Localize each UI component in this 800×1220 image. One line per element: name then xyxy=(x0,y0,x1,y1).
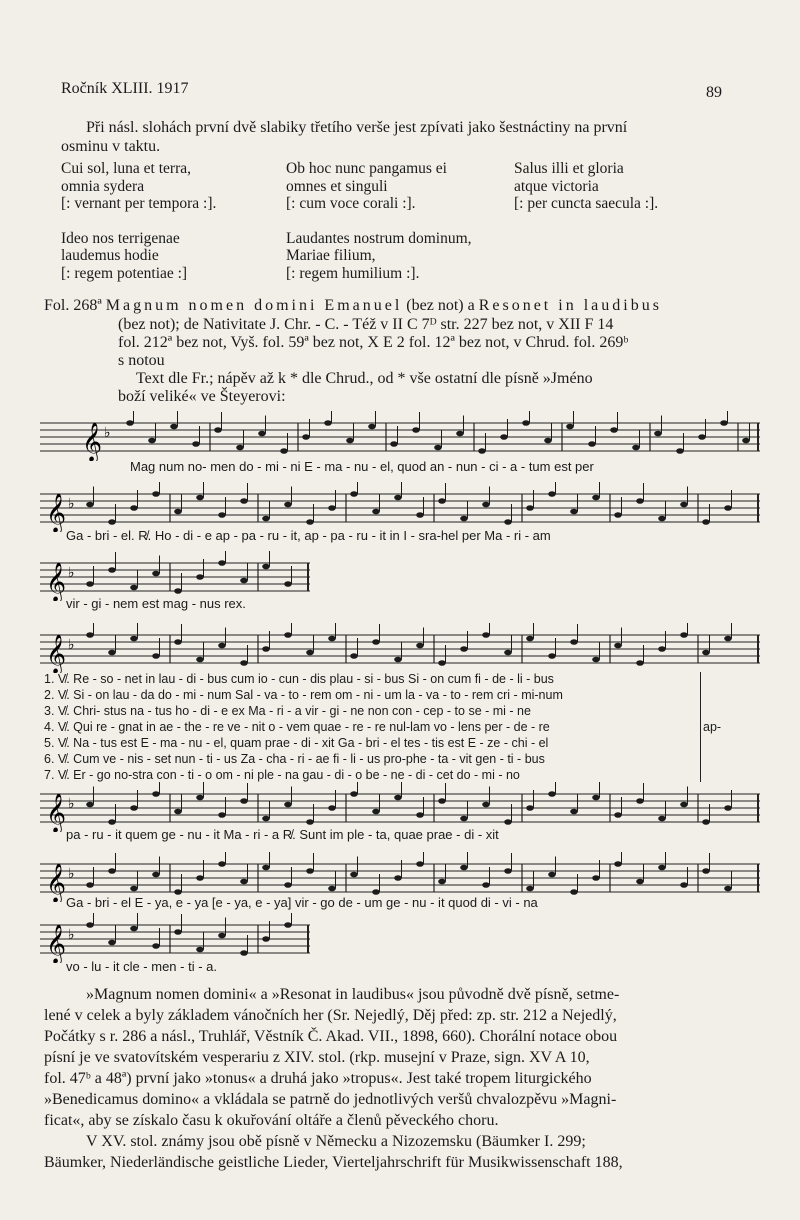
flat-icon: ♭ xyxy=(104,426,111,441)
note-head xyxy=(372,889,380,895)
fol-line-5: Text dle Fr.; nápěv až k * dle Chrud., od * vše ostatní dle písně »Jméno xyxy=(136,370,593,387)
note-head xyxy=(614,861,622,867)
note-head xyxy=(460,865,468,871)
staff-svg xyxy=(40,913,310,963)
verse-brace-text: ap- xyxy=(703,720,722,734)
note-head xyxy=(724,886,732,892)
verse-brace xyxy=(697,672,701,782)
staff-svg xyxy=(40,623,760,673)
note-head xyxy=(482,502,490,508)
note-head xyxy=(544,438,552,444)
note-head xyxy=(702,819,710,825)
note-head xyxy=(478,448,486,454)
note-head xyxy=(724,636,732,642)
treble-clef-icon: 𝄞 xyxy=(46,493,67,532)
note-head xyxy=(372,639,380,645)
note-head xyxy=(108,940,116,946)
note-head xyxy=(698,434,706,440)
note-head xyxy=(174,929,182,935)
fol-title-1: Magnum nomen domini Emanuel xyxy=(105,297,403,314)
note-head xyxy=(526,886,534,892)
note-head xyxy=(328,636,336,642)
flat-icon: ♭ xyxy=(68,638,75,653)
note-head xyxy=(676,448,684,454)
verse-row-3: 3. V̸. Chri- stus na - tus ho - di - e ex Ma - ri - a vir - gi - ne non con - cep - to se - mi - ne xyxy=(44,704,531,718)
note-head xyxy=(654,431,662,437)
note-head xyxy=(262,865,270,871)
stanza-line: atque victoria xyxy=(514,177,599,195)
note-head xyxy=(130,926,138,932)
note-head xyxy=(152,571,160,577)
note-head xyxy=(174,889,182,895)
note-head xyxy=(614,812,622,818)
staff-svg xyxy=(40,482,760,532)
note-head xyxy=(108,819,116,825)
note-head xyxy=(240,950,248,956)
note-head xyxy=(196,947,204,953)
note-head xyxy=(504,650,512,656)
flat-icon: ♭ xyxy=(68,867,75,882)
stanza-gap xyxy=(286,213,472,230)
stanza-line: Ideo nos terrigenae xyxy=(61,229,180,247)
note-head xyxy=(720,420,728,426)
staff-system-2 xyxy=(40,482,760,532)
note-head xyxy=(680,802,688,808)
note-head xyxy=(702,519,710,525)
note-head xyxy=(592,795,600,801)
note-head xyxy=(438,798,446,804)
stanza-col-3 xyxy=(514,160,658,213)
note-head xyxy=(636,498,644,504)
note-head xyxy=(504,819,512,825)
stanza-line: Ob hoc nunc pangamus ei xyxy=(286,160,447,177)
note-head xyxy=(130,886,138,892)
stanza-line: Laudantes nostrum dominum, xyxy=(286,229,472,247)
bottom-line: lené v celek a byly základem vánočních her (Sr. Nejedlý, Děj před: zp. str. 212 a Nejedlý, xyxy=(44,1007,617,1024)
bottom-line: »Benedicamus domino« a vkládala se patrně do jednotlivých veršů chvalozpěvu »Magni- xyxy=(44,1091,617,1108)
verse-row-7: 7. V̸. Er - go no-stra con - ti - o om - ni ple - na gau - di - o be - ne - di - cet do - mi - no xyxy=(44,768,520,782)
note-head xyxy=(328,805,336,811)
lyrics-system-1: Mag num no- men do - mi - ni E - ma - nu - el, quod an - nun - ci - a - tum est per xyxy=(130,459,594,474)
note-head xyxy=(130,505,138,511)
note-head xyxy=(218,560,226,566)
stanza-line: omnes et singuli xyxy=(286,177,388,195)
note-head xyxy=(262,816,270,822)
note-head xyxy=(86,581,94,587)
note-head xyxy=(368,424,376,430)
note-head xyxy=(394,875,402,881)
note-head xyxy=(566,424,574,430)
note-head xyxy=(460,516,468,522)
note-head xyxy=(500,434,508,440)
note-head xyxy=(174,639,182,645)
note-head xyxy=(416,861,424,867)
note-head xyxy=(262,564,270,570)
verse-row-1: 1. V̸. Re - so - net in lau - di - bus cum io - cun - dis plau - si - bus Si - on cum fi - de - li - bus xyxy=(44,672,554,686)
note-head xyxy=(346,438,354,444)
note-head xyxy=(636,879,644,885)
bottom-line: písní je ve svatovítském vesperariu z XIV. stol. (rkp. musejní v Praze, sign. XV A 10, xyxy=(44,1049,590,1066)
lyrics-system-5: pa - ru - it quem ge - nu - it Ma - ri - a R̸. Sunt im ple - ta, quae prae - di - xit xyxy=(66,827,499,842)
note-head xyxy=(152,491,160,497)
note-head xyxy=(570,509,578,515)
note-head xyxy=(284,802,292,808)
note-head xyxy=(126,420,134,426)
staff-system-1 xyxy=(40,411,760,461)
note-head xyxy=(86,632,94,638)
note-head xyxy=(724,505,732,511)
note-head xyxy=(350,491,358,497)
note-head xyxy=(394,795,402,801)
note-head xyxy=(548,872,556,878)
flat-icon: ♭ xyxy=(68,797,75,812)
lyrics-system-6: Ga - bri - el E - ya, e - ya [e - ya, e - ya] vir - go de - um ge - nu - it quod di - vi - na xyxy=(66,895,538,910)
note-head xyxy=(262,646,270,652)
note-head xyxy=(570,639,578,645)
staff-system-7 xyxy=(40,913,310,963)
flat-icon: ♭ xyxy=(68,497,75,512)
note-head xyxy=(592,495,600,501)
note-head xyxy=(196,795,204,801)
note-head xyxy=(702,868,710,874)
verse-row-4: 4. V̸. Qui re - gnat in ae - the - re ve - nit o - vem quae - re - re nul-lam vo - lens per - de - re xyxy=(44,720,550,734)
note-head xyxy=(416,812,424,818)
note-head xyxy=(108,650,116,656)
note-head xyxy=(196,875,204,881)
stanza-line: [: vernant per tempora :]. xyxy=(61,195,217,212)
note-head xyxy=(86,882,94,888)
note-head xyxy=(702,650,710,656)
verse-row-2: 2. V̸. Si - on lau - da do - mi - num Sal - va - to - rem om - ni - um la - va - to - rem cri - mi-num xyxy=(44,688,563,702)
note-head xyxy=(610,427,618,433)
fol-label: Fol. 268ª xyxy=(44,297,102,314)
note-head xyxy=(504,868,512,874)
stanza-line: Mariae filium, xyxy=(286,247,376,264)
note-head xyxy=(284,882,292,888)
note-head xyxy=(394,495,402,501)
note-head xyxy=(724,805,732,811)
bottom-line: »Magnum nomen domini« a »Resonat in laudibus« jsou původně dvě písně, setme- xyxy=(86,986,620,1003)
staff-system-3 xyxy=(40,551,310,601)
note-head xyxy=(680,632,688,638)
bottom-line: fol. 47ᵇ a 48ª) první jako »tonus« a druhá jako »tropus«. Jest také tropem liturgického xyxy=(44,1070,592,1087)
note-head xyxy=(522,420,530,426)
stanza-line: laudemus hodie xyxy=(61,247,159,264)
staff-svg xyxy=(40,411,760,461)
bottom-line: ficat«, aby se získalo času k okuřování oltáře a členů pěveckého choru. xyxy=(44,1112,499,1129)
note-head xyxy=(240,879,248,885)
lyrics-system-2: Ga - bri - el. R̸. Ho - di - e ap - pa - ru - it, ap - pa - ru - it in I - sra-hel per Ma - ri - am xyxy=(66,528,551,543)
note-head xyxy=(548,791,556,797)
note-head xyxy=(130,585,138,591)
verse-row-5: 5. V̸. Na - tus est E - ma - nu - el, quam prae - di - xit Ga - bri - el tes - tis est E - ze - chi - el xyxy=(44,736,549,750)
note-head xyxy=(262,516,270,522)
flat-icon: ♭ xyxy=(68,566,75,581)
fol-mid: (bez not) a xyxy=(402,297,479,314)
note-head xyxy=(148,438,156,444)
note-head xyxy=(588,441,596,447)
note-head xyxy=(658,865,666,871)
stanza-gap xyxy=(61,213,216,230)
note-head xyxy=(614,512,622,518)
note-head xyxy=(324,420,332,426)
note-head xyxy=(460,816,468,822)
note-head xyxy=(548,653,556,659)
stanza-line: Salus illi et gloria xyxy=(514,160,624,177)
note-head xyxy=(434,445,442,451)
note-head xyxy=(218,933,226,939)
note-head xyxy=(460,646,468,652)
note-head xyxy=(214,427,222,433)
note-head xyxy=(372,809,380,815)
note-head xyxy=(130,805,138,811)
note-head xyxy=(108,567,116,573)
intro-line-2: osminu v taktu. xyxy=(61,138,161,155)
note-head xyxy=(570,889,578,895)
note-head xyxy=(394,657,402,663)
note-head xyxy=(570,809,578,815)
note-head xyxy=(196,657,204,663)
note-head xyxy=(196,574,204,580)
note-head xyxy=(438,498,446,504)
note-head xyxy=(240,578,248,584)
treble-clef-icon: 𝄞 xyxy=(46,634,67,673)
stanza-line: omnia sydera xyxy=(61,177,145,195)
note-head xyxy=(416,512,424,518)
staff-svg xyxy=(40,551,310,601)
note-head xyxy=(328,886,336,892)
lyrics-system-7: vo - lu - it cle - men - ti - a. xyxy=(66,959,217,974)
note-head xyxy=(636,660,644,666)
note-head xyxy=(350,791,358,797)
note-head xyxy=(526,805,534,811)
note-head xyxy=(680,882,688,888)
treble-clef-icon: 𝄞 xyxy=(82,422,103,461)
note-head xyxy=(174,509,182,515)
note-head xyxy=(240,660,248,666)
note-head xyxy=(636,798,644,804)
stanza-col-1 xyxy=(61,160,216,282)
note-head xyxy=(390,441,398,447)
note-head xyxy=(328,505,336,511)
stanza-line: [: cum voce corali :]. xyxy=(286,195,416,212)
note-head xyxy=(350,653,358,659)
note-head xyxy=(86,922,94,928)
note-head xyxy=(152,872,160,878)
fol-line-1 xyxy=(44,296,662,315)
treble-clef-icon: 𝄞 xyxy=(46,793,67,832)
fol-line-6: boží veliké« ve Šteyerovi: xyxy=(118,388,286,405)
running-head: Ročník XLIII. 1917 xyxy=(61,80,189,97)
fol-title-2: Resonet in laudibus xyxy=(478,297,662,314)
note-head xyxy=(614,643,622,649)
stanza-col-2 xyxy=(286,160,472,282)
note-head xyxy=(240,498,248,504)
page-number: 89 xyxy=(706,84,722,101)
note-head xyxy=(86,802,94,808)
note-head xyxy=(680,502,688,508)
staff-svg xyxy=(40,782,760,832)
note-head xyxy=(174,588,182,594)
note-head xyxy=(350,872,358,878)
note-head xyxy=(742,438,750,444)
bottom-line: V XV. stol. známy jsou obě písně v Německu a Nizozemsku (Bäumker I. 299; xyxy=(86,1133,586,1150)
note-head xyxy=(416,643,424,649)
stanza-line: [: per cuncta saecula :]. xyxy=(514,195,659,212)
note-head xyxy=(240,798,248,804)
note-head xyxy=(526,636,534,642)
note-head xyxy=(152,791,160,797)
note-head xyxy=(236,445,244,451)
stanza-line: Cui sol, luna et terra, xyxy=(61,160,191,177)
note-head xyxy=(258,431,266,437)
note-head xyxy=(302,434,310,440)
note-head xyxy=(262,936,270,942)
staff-system-4 xyxy=(40,623,760,673)
stanza-line: [: regem potentiae :] xyxy=(61,264,188,282)
note-head xyxy=(658,816,666,822)
treble-clef-icon: 𝄞 xyxy=(46,924,67,963)
fol-line-2: (bez not); de Nativitate J. Chr. - C. - Též v II C 7ᴰ str. 227 bez not, v XII F 14 xyxy=(118,316,614,333)
verse-row-6: 6. V̸. Cum ve - nis - set nun - ti - us Za - cha - ri - ae fi - li - us pro-phe - ta - vit gen - ti - bus xyxy=(44,752,545,766)
intro-line-1: Při násl. slohách první dvě slabiky třetího verše jest zpívati jako šestnáctiny na první xyxy=(86,119,628,136)
note-head xyxy=(108,868,116,874)
staff-system-5 xyxy=(40,782,760,832)
note-head xyxy=(108,519,116,525)
note-head xyxy=(196,495,204,501)
note-head xyxy=(284,922,292,928)
note-head xyxy=(284,581,292,587)
note-head xyxy=(372,509,380,515)
note-head xyxy=(632,445,640,451)
note-head xyxy=(218,512,226,518)
bottom-line: Bäumker, Niederländische geistliche Lieder, Vierteljahrschrift für Musikwissenschaft 188, xyxy=(44,1154,623,1171)
note-head xyxy=(170,424,178,430)
note-head xyxy=(306,650,314,656)
note-head xyxy=(482,802,490,808)
note-head xyxy=(152,943,160,949)
note-head xyxy=(504,519,512,525)
note-head xyxy=(218,861,226,867)
note-head xyxy=(284,632,292,638)
note-head xyxy=(482,882,490,888)
note-head xyxy=(658,646,666,652)
note-head xyxy=(130,636,138,642)
note-head xyxy=(306,868,314,874)
note-head xyxy=(438,879,446,885)
note-head xyxy=(218,643,226,649)
note-head xyxy=(152,653,160,659)
note-head xyxy=(592,657,600,663)
lyrics-system-3: vir - gi - nem est mag - nus rex. xyxy=(66,596,246,611)
note-head xyxy=(456,431,464,437)
note-head xyxy=(280,448,288,454)
note-head xyxy=(482,632,490,638)
note-head xyxy=(284,502,292,508)
note-head xyxy=(306,819,314,825)
note-head xyxy=(306,519,314,525)
note-head xyxy=(412,427,420,433)
note-head xyxy=(548,491,556,497)
flat-icon: ♭ xyxy=(68,928,75,943)
fol-line-4: s notou xyxy=(118,352,165,369)
treble-clef-icon: 𝄞 xyxy=(46,863,67,902)
note-head xyxy=(218,812,226,818)
note-head xyxy=(174,809,182,815)
note-head xyxy=(438,660,446,666)
stanza-line: [: regem humilium :]. xyxy=(286,264,420,282)
bottom-line: Počátky s r. 286 a násl., Truhlář, Věstník Č. Akad. VII., 1898, 660). Chorální notace obou xyxy=(44,1028,618,1045)
note-head xyxy=(592,875,600,881)
note-head xyxy=(526,505,534,511)
fol-line-3: fol. 212ª bez not, Vyš. fol. 59ª bez not, X E 2 fol. 12ª bez not, v Chrud. fol. 269ᵇ xyxy=(118,334,629,351)
note-head xyxy=(86,502,94,508)
note-head xyxy=(192,441,200,447)
treble-clef-icon: 𝄞 xyxy=(46,562,67,601)
note-head xyxy=(658,516,666,522)
